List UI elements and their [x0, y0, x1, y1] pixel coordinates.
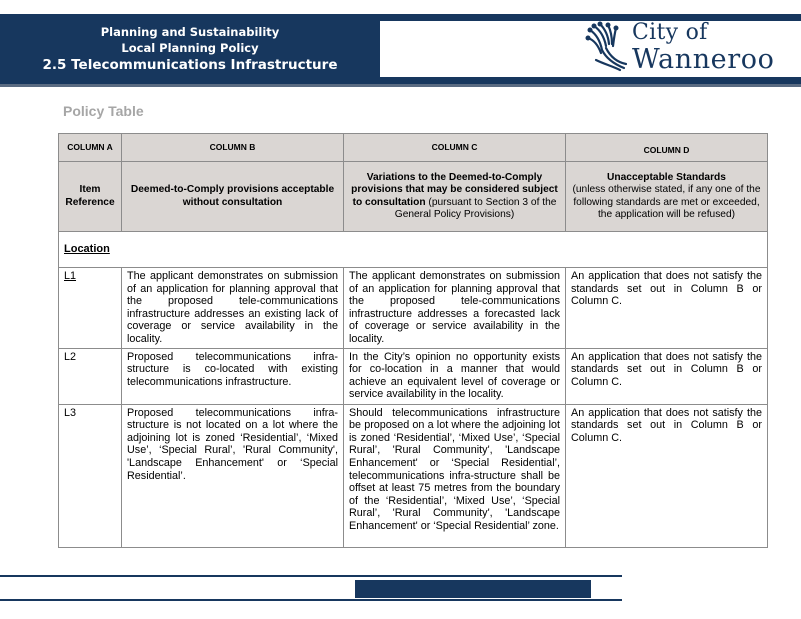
footer-bar — [355, 580, 591, 598]
subhead-deemed-to-comply — [122, 162, 344, 232]
row-column-b: Proposed telecommunications infra-structure is co-located with existing telecommunications infrastructure. — [122, 348, 344, 404]
footer-rule-bottom — [0, 599, 622, 601]
row-column-d: An application that does not satisfy the standards set out in Column B or Column C. — [566, 268, 768, 349]
subhead-b-text: Deemed-to-Comply provisions acceptable without consultation — [130, 184, 335, 208]
logo-wanneroo: Wanneroo — [632, 44, 775, 75]
subhead-item-reference — [59, 162, 122, 232]
subhead-c-bold: Variations to the Deemed-to-Comply provisions that may be considered subject to consultation — [351, 172, 558, 208]
section-row — [59, 232, 768, 268]
row-column-b: Proposed telecommunications infra-structure is not located on a lot where the adjoining lot is zoned ‘Residential’, ‘Mixed Use’, ‘Special Rural’, 'Rural Community', 'Landscape Enhancement' or ‘Special Residential’. — [122, 404, 344, 547]
row-column-d: An application that does not satisfy the standards set out in Column B or Column C. — [566, 404, 768, 547]
header-divider — [0, 84, 801, 87]
column-d-header: COLUMN D — [566, 134, 768, 162]
policy-table — [58, 133, 768, 548]
header-policy-name: 2.5 Telecommunications Infrastructure — [42, 57, 338, 73]
column-a-header: COLUMN A — [59, 134, 122, 162]
subheader-row — [59, 162, 768, 232]
row-column-d: An application that does not satisfy the standards set out in Column B or Column C. — [566, 348, 768, 404]
policy-table-heading: Policy Table — [63, 103, 144, 119]
row-ref: L2 — [59, 348, 122, 404]
row-column-c: The applicant demonstrates on submission of an application for planning approval that the proposed tele-communications infrastructure addresses a forecasted lack of coverage or service availability in the locality. — [344, 268, 566, 349]
subhead-unacceptable — [566, 162, 768, 232]
subhead-d-bold: Unacceptable Standards — [607, 172, 726, 184]
table-row — [59, 348, 768, 404]
footer-rule-top — [0, 575, 622, 577]
row-ref: L3 — [59, 404, 122, 547]
subhead-d-normal: (unless otherwise stated, if any one of the following standards are met or exceeded, the application will be refused) — [572, 184, 761, 220]
header-department: Planning and Sustainability — [100, 25, 280, 39]
section-location — [59, 232, 768, 268]
subhead-a-text: Item Reference — [65, 184, 115, 208]
table-row — [59, 404, 768, 547]
subhead-c-normal: (pursuant to Section 3 of the General Policy Provisions) — [394, 196, 557, 220]
row-ref — [59, 268, 122, 349]
city-logo — [584, 20, 774, 80]
row-ref-text: L1 — [64, 270, 77, 282]
row-column-c: Should telecommunications infrastructure be proposed on a lot where the adjoining lot is zoned ‘Residential’, ‘Mixed Use’, ‘Special Rural’, 'Rural Community', 'Landscape Enhancement' or ‘Special Residential’, telecommunications infra-structure shall be offset at least 75 metres from the boundary of the ‘Residential’, ‘Mixed Use’, ‘Special Rural’, 'Rural Community', 'Landscape Enhancement' or ‘Special Residential’ zone. — [344, 404, 566, 547]
column-b-header: COLUMN B — [122, 134, 344, 162]
column-c-header: COLUMN C — [344, 134, 566, 162]
subhead-variations — [344, 162, 566, 232]
header-titles — [0, 14, 380, 84]
header-policy-type: Local Planning Policy — [121, 41, 259, 55]
table-row — [59, 268, 768, 349]
section-title: Location — [64, 243, 110, 256]
row-column-b: The applicant demonstrates on submission of an application for planning approval that the proposed tele-communications infrastructure addresses an existing lack of coverage or service availability in the locality. — [122, 268, 344, 349]
row-column-c: In the City’s opinion no opportunity exists for co-location in a manner that would achieve an equivalent level of coverage or service availability in the locality. — [344, 348, 566, 404]
banksia-logo-icon — [584, 20, 630, 74]
logo-city-of: City of — [632, 20, 708, 45]
column-header-row — [59, 134, 768, 162]
